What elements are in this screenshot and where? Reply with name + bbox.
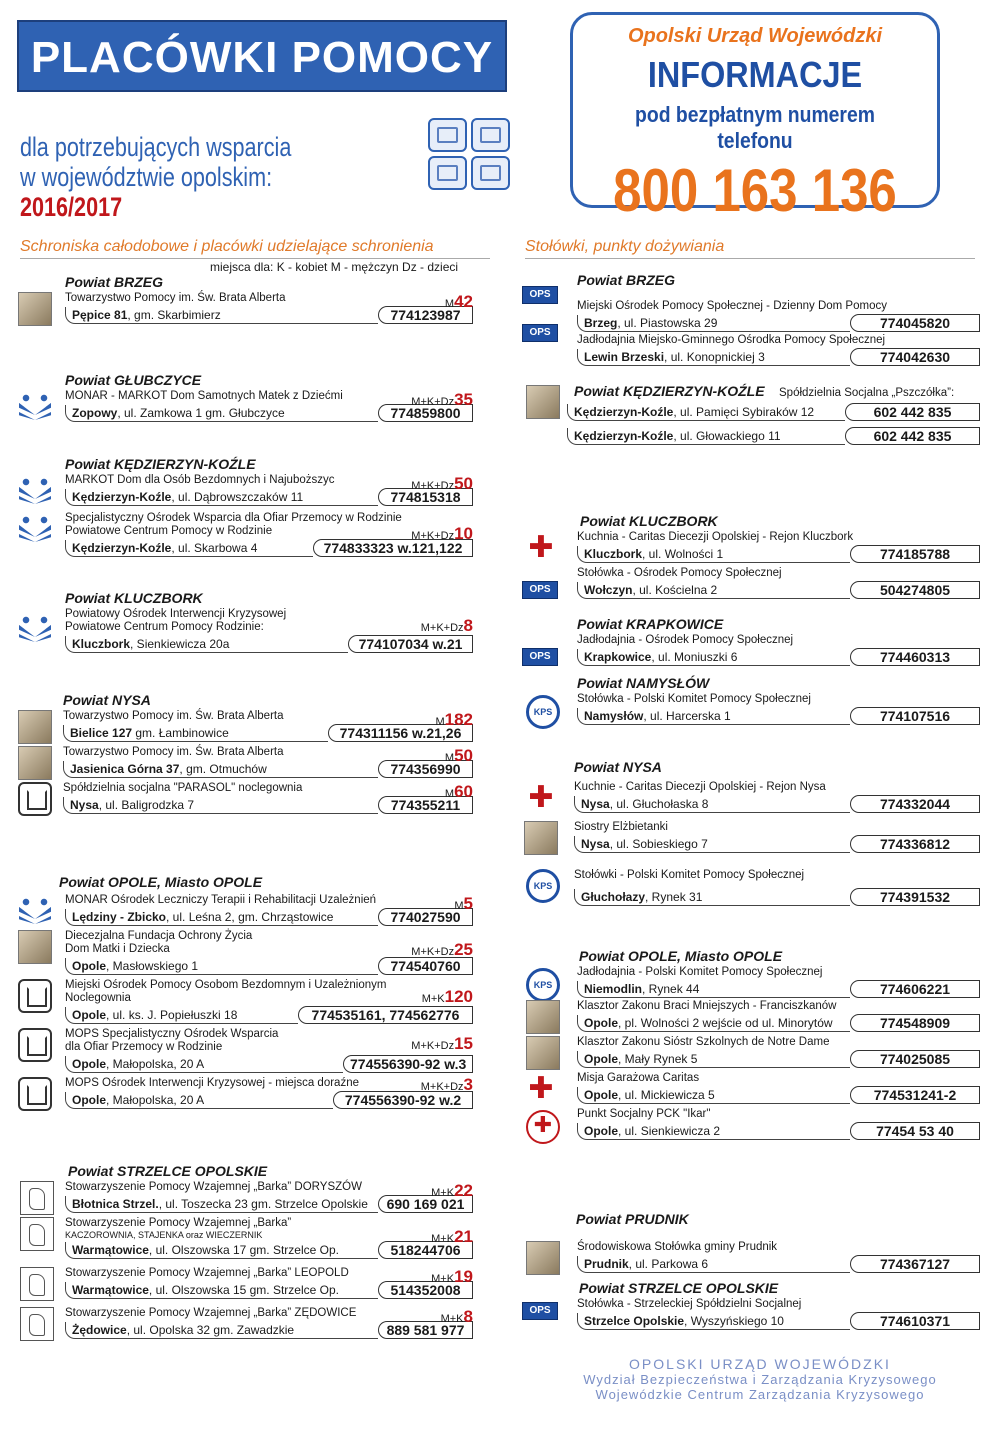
list-item [522,693,980,725]
powiat-title: Powiat KLUCZBORK [65,590,203,606]
list-item [18,710,473,742]
entry-address: Opole, ul. ks. J. Popiełuszki 18 [65,1007,298,1024]
entry-address: Warmątowice, ul. Olszowska 17 gm. Strzelce Op. [65,1242,378,1259]
powiat-title: Powiat GŁUBCZYCE [65,372,202,388]
entry-address: Opole, ul. Mickiewicza 5 [577,1087,850,1104]
powiat-title: Powiat STRZELCE OPOLSKIE [68,1163,268,1179]
capacity: M42 [444,292,473,311]
capacity: M+K+Dz3 [420,1075,473,1094]
subtitle-line-2: w województwie opolskim: [20,162,273,192]
ops-icon: OPS [522,1302,558,1320]
entry-desc-1: Stowarzyszenie Pomocy Wzajemnej „Barka” [65,1217,292,1229]
left-powiat-strzelce [18,1163,473,1339]
list-item [18,894,473,926]
entry-address: Nysa, ul. Sobieskiego 7 [574,836,850,853]
right-powiat-nysa [522,759,980,906]
capacity: M60 [444,782,473,801]
entry-address: Kluczbork, ul. Wolności 1 [577,546,850,563]
powiat-title: Powiat OPOLE, Miasto OPOLE [579,948,783,964]
info-box [570,12,940,224]
entry-phone[interactable]: 504274805 [850,581,980,599]
list-item [522,821,980,853]
entry-address: Opole, pl. Wolności 2 wejście od ul. Minorytów [577,1015,850,1032]
barka-icon [20,1181,54,1215]
capacity: M182 [435,710,473,729]
entry-desc-1: Powiatowy Ośrodek Interwencji Kryzysowej [65,608,287,620]
list-item [18,979,473,1024]
list-item [522,1241,980,1273]
entry-phone[interactable]: 774540760 [378,957,473,975]
entry-phone[interactable]: 514352008 [378,1281,473,1299]
capacity: M+K21 [431,1227,473,1246]
barka-icon [20,1307,54,1341]
entry-phone[interactable]: 774556390-92 w.2 [333,1091,473,1109]
footer [560,1357,960,1402]
barka-icon [20,1267,54,1301]
entry-phone[interactable]: 774556390-92 w.3 [343,1055,473,1073]
entry-desc: Jadłodajnia - Ośrodek Pomocy Społecznej [577,634,794,646]
entry-phone[interactable]: 774367127 [850,1255,980,1273]
entry-address: Opole, Małopolska, 20 A [65,1092,333,1109]
capacity: M+K22 [431,1181,473,1200]
right-powiat-prudnik [522,1211,980,1273]
entry-phone[interactable]: 774025085 [850,1050,980,1068]
list-item [522,966,980,998]
entry-phone[interactable]: 774548909 [850,1014,980,1032]
right-powiat-opole [522,948,980,1140]
capacity: M+K120 [421,987,473,1006]
nun-icon [524,821,558,855]
entry-address: Żędowice, ul. Opolska 32 gm. Zawadzkie [65,1322,378,1339]
entry-desc-1: Diecezjalna Fundacja Ochrony Życia [65,930,253,942]
entry-desc: Stołówka - Polski Komitet Pomocy Społecznej [577,693,811,705]
entry-phone[interactable]: 774185788 [850,545,980,563]
entry-address: Kędzierzyn-Koźle, ul. Głowackiego 11 [567,428,845,445]
entry-desc-2: Powiatowe Centrum Pomocy Rodzinie: [65,621,264,633]
footer-line-2: Wydział Bezpieczeństwa i Zarządzania Kryzysowego [583,1372,937,1387]
monar-icon [18,894,52,928]
caritas-icon: ✚ [528,780,554,815]
entry-desc-2: KACZOROWNIA, STAJENKA oraz WIECZERNIK [65,1230,263,1240]
entry-desc: Stowarzyszenie Pomocy Wzajemnej „Barka” LEOPOLD [65,1267,349,1279]
saint-albert-icon [18,930,52,964]
list-item [18,608,473,653]
list-item [18,512,473,557]
list-item [522,567,980,599]
entry-desc: Kuchnia - Caritas Diecezji Opolskiej - Rejon Kluczbork [577,531,854,543]
entry-desc: Klasztor Zakonu Sióstr Szkolnych de Notre Dame [577,1036,830,1048]
entry-phone[interactable]: 774460313 [850,648,980,666]
entry-desc: Towarzystwo Pomocy im. Św. Brata Alberta [65,292,286,304]
entry-phone[interactable]: 889 581 977 [378,1321,473,1339]
capacity: M+K+Dz50 [411,474,473,493]
entry-phone[interactable]: 774107516 [850,707,980,725]
shelter-house-icon [18,782,52,816]
list-item [18,1217,473,1259]
right-powiat-brzeg [522,272,980,366]
entry-phone[interactable]: 518244706 [378,1241,473,1259]
entry-phone[interactable]: 774332044 [850,795,980,813]
right-powiat-krapkowice [522,616,980,666]
left-powiat-opole [18,874,473,1109]
left-column-heading: Schroniska całodobowe i placówki udzielające schronienia [20,238,490,259]
powiat-title: Powiat KĘDZIERZYN-KOŹLE [65,456,256,472]
entry-desc: Siostry Elżbietanki [574,821,668,833]
powiat-title: Powiat KĘDZIERZYN-KOŹLE [574,383,765,399]
entry-desc: MOPS Ośrodek Interwencji Kryzysowej - miejsca doraźne [65,1077,359,1089]
caritas-icon: ✚ [528,530,554,565]
powiat-title: Powiat NYSA [63,692,151,708]
left-powiat-nysa [18,692,473,814]
entry-address: Błotnica Strzel., ul. Toszecka 23 gm. Strzelce Opolskie [65,1196,378,1213]
entry-address: Zopowy, ul. Zamkowa 1 gm. Głubczyce [65,405,378,422]
shelter-house-icon [18,1077,52,1111]
capacity: M+K+Dz25 [411,940,473,959]
powiat-title: Powiat NAMYSŁÓW [577,675,710,691]
saint-albert-icon [18,292,52,326]
left-powiat-glubczyce [18,372,473,422]
bed-icon [428,118,467,152]
entry-desc-2: Dom Matki i Dziecka [65,943,170,955]
entry-address: Brzeg, ul. Piastowska 29 [577,315,850,332]
list-item [522,327,980,366]
list-item [18,1028,473,1073]
entry-phone[interactable]: 602 442 835 [845,427,980,445]
entry-phone[interactable]: 77454 53 40 [850,1122,980,1140]
capacity: M+K+Dz8 [420,616,473,635]
info-org: Opolski Urząd Wojewódzki [627,25,883,47]
entry-address: Wołczyn, ul. Kościelna 2 [577,582,850,599]
list-item [18,930,473,975]
list-item [522,634,980,666]
powiat-title: Powiat KLUCZBORK [580,513,718,529]
entry-address: Warmątowice, ul. Olszowska 15 gm. Strzelce Op. [65,1282,378,1299]
list-item [522,427,980,445]
list-item [522,1000,980,1032]
right-powiat-strzelce [522,1280,980,1330]
entry-desc: Stołówka - Ośrodek Pomocy Społecznej [577,567,782,579]
shelter-house-icon [18,979,52,1013]
entry-desc: Stołówki - Polski Komitet Pomocy Społecznej [574,869,805,881]
entry-address: Bielice 127 gm. Łambinowice [63,725,328,742]
entry-desc: Stołówka - Strzeleckiej Spółdzielni Socjalnej [577,1298,802,1310]
entry-desc: MONAR - MARKOT Dom Samotnych Matek z Dziećmi [65,390,343,402]
caritas-icon: ✚ [528,1071,554,1106]
entry-address: Krapkowice, ul. Moniuszki 6 [577,649,850,666]
meal-icon [471,156,510,190]
powiat-title: Powiat KRAPKOWICE [577,616,724,632]
monar-icon [18,612,52,646]
entry-desc: Miejski Ośrodek Pomocy Społecznej - Dzienny Dom Pomocy [577,300,887,312]
monk-icon [526,1000,560,1034]
ops-icon: OPS [522,286,558,304]
entry-phone[interactable]: 774107034 w.21 [348,635,473,653]
powiat-title: Powiat PRUDNIK [576,1211,689,1227]
entry-phone[interactable]: 774610371 [850,1312,980,1330]
entry-phone[interactable]: 774606221 [850,980,980,998]
entry-desc: Kuchnie - Caritas Diecezji Opolskiej - Rejon Nysa [574,781,826,793]
saint-albert-icon [18,746,52,780]
category-icons [428,118,510,190]
list-item [522,1072,980,1104]
entry-address: Lędziny - Zbicko, ul. Leśna 2, gm. Chrząstowice [65,909,378,926]
entry-phone[interactable]: 774336812 [850,835,980,853]
entry-desc-1: Miejski Ośrodek Pomocy Osobom Bezdomnym i Uzależnionym [65,979,387,991]
list-item [522,781,980,813]
entry-desc-2: Noclegownia [65,992,131,1004]
list-item [18,782,473,814]
entry-address: Kędzierzyn-Koźle, ul. Pamięci Sybiraków 12 [567,404,845,421]
list-item [18,1181,473,1213]
right-powiat-namyslow [522,675,980,725]
entry-address: Kędzierzyn-Koźle, ul. Dąbrowszczaków 11 [65,489,378,506]
entry-desc-2: Powiatowe Centrum Pomocy w Rodzinie [65,525,273,537]
banner-title: PLACÓWKI POMOCY [17,20,507,92]
entry-desc-2: dla Ofiar Przemocy w Rodzinie [65,1041,223,1053]
entry-desc-1: MOPS Specjalistyczny Ośrodek Wsparcia [65,1028,279,1040]
entry-phone[interactable]: 774123987 [378,306,473,324]
entry-address: Jasienica Górna 37, gm. Otmuchów [63,761,378,778]
entry-address: Prudnik, ul. Parkowa 6 [577,1256,850,1273]
capacity: M5 [454,894,473,913]
entry-address: Nysa, ul. Baligrodzka 7 [63,797,378,814]
entry-address: Strzelce Opolskie, Wyszyńskiego 10 [577,1313,850,1330]
entry-desc: Stowarzyszenie Pomocy Wzajemnej „Barka” ZĘDOWICE [65,1307,357,1319]
capacity: M50 [444,746,473,765]
entry-desc: Towarzystwo Pomocy im. Św. Brata Alberta [63,746,284,758]
entry-phone[interactable]: 774859800 [378,404,473,422]
entry-address: Opole, Masłowskiego 1 [65,958,378,975]
info-line: pod bezpłatnym numerem telefonu [635,102,875,153]
entry-phone[interactable]: 774355211 [378,796,473,814]
nun-icon [526,1036,560,1070]
shelter-icon [428,156,467,190]
entry-desc: MARKOT Dom dla Osób Bezdomnych i Najuboższyc [65,474,335,486]
ops-icon: OPS [522,324,558,342]
entry-address: Opole, ul. Sienkiewicza 2 [577,1123,850,1140]
powiat-title: Powiat OPOLE, Miasto OPOLE [59,874,263,890]
list-item [18,1307,473,1339]
legend: miejsca dla: K - kobiet M - mężczyn Dz - dzieci [210,260,459,274]
shelter-house-icon [18,1028,52,1062]
entry-address: Namysłów, ul. Harcerska 1 [577,708,850,725]
footer-line-1: OPOLSKI URZĄD WOJEWÓDZKI [629,1356,891,1372]
entry-desc: Towarzystwo Pomocy im. Św. Brata Alberta [63,710,284,722]
list-item [522,403,980,421]
barka-icon [20,1217,54,1251]
monar-icon [18,474,52,508]
entry-desc: Spółdzielnia socjalna "PARASOL" noclegownia [63,782,303,794]
entry-phone[interactable]: 774535161, 774562776 [298,1006,473,1024]
list-item [18,746,473,778]
powiat-title: Powiat BRZEG [65,274,164,290]
list-item [522,531,980,563]
right-powiat-kluczbork [522,513,980,599]
entry-address: Niemodlin, Rynek 44 [577,981,850,998]
right-column-heading: Stołówki, punkty dożywiania [525,238,975,259]
capacity: M+K+Dz35 [411,390,473,409]
entry-address: Pępice 81, gm. Skarbimierz [65,307,378,324]
list-item [522,1298,980,1330]
list-item [18,1267,473,1299]
entry-desc: Klasztor Zakonu Braci Mniejszych - Franciszkanów [577,1000,837,1012]
ops-icon: OPS [522,648,558,666]
entry-phone[interactable]: 774042630 [850,348,980,366]
entry-address: Opole, Małopolska, 20 A [65,1056,343,1073]
info-phone[interactable]: 800 163 136 [613,157,897,224]
entry-phone[interactable]: 690 169 021 [378,1195,473,1213]
entry-desc: Jadłodajnia Miejsko-Gminnego Ośrodka Pomocy Społecznej [577,334,886,346]
red-cross-icon: ✚ [526,1110,560,1144]
entry-phone[interactable]: 774027590 [378,908,473,926]
entry-desc: Stowarzyszenie Pomocy Wzajemnej „Barka” DORYSZÓW [65,1181,362,1193]
entry-phone[interactable]: 774356990 [378,760,473,778]
list-item [522,869,980,906]
entry-phone[interactable]: 774045820 [850,314,980,332]
entry-phone[interactable]: 774391532 [850,888,980,906]
entry-desc-1: Specjalistyczny Ośrodek Wsparcia dla Ofiar Przemocy w Rodzinie [65,512,402,524]
capacity: M+K19 [431,1267,473,1286]
powiat-title: Powiat NYSA [574,759,662,775]
entry-phone[interactable]: 602 442 835 [845,403,980,421]
entry-desc: Jadłodajnia - Polski Komitet Pomocy Społecznej [577,966,823,978]
entry-desc: Misja Garażowa Caritas [577,1072,700,1084]
entry-address: Nysa, ul. Głuchołaska 8 [574,796,850,813]
right-powiat-kedzierzyn [522,383,980,445]
entry-address: Lewin Brzeski, ul. Konopnickiej 3 [577,349,850,366]
footer-line-3: Wojewódzkie Centrum Zarządzania Kryzysowego [595,1387,925,1402]
entry-phone[interactable]: 774815318 [378,488,473,506]
entry-address: Opole, Mały Rynek 5 [577,1051,850,1068]
list-item [18,292,473,324]
year-label: 2016/2017 [20,192,123,222]
left-powiat-brzeg [18,274,473,324]
monar-icon [18,512,52,546]
list-item [18,390,473,422]
left-powiat-kluczbork [18,590,473,653]
capacity: M+K+Dz10 [411,524,473,543]
entry-address: Kędzierzyn-Koźle, ul. Skarbowa 4 [65,540,313,557]
capacity: M+K+Dz15 [411,1034,473,1053]
list-item [522,1108,980,1140]
entry-address: Głuchołazy, Rynek 31 [574,889,850,906]
left-powiat-kedzierzyn [18,456,473,557]
info-title: INFORMACJE [647,54,863,95]
entry-phone[interactable]: 774531241-2 [850,1086,980,1104]
pkps-icon: KPS [526,869,560,903]
entry-desc: Środowiskowa Stołówka gminy Prudnik [577,1241,778,1253]
capacity: M+K8 [440,1307,473,1326]
list-item [522,1036,980,1068]
entry-address: Kluczbork, Sienkiewicza 20a [65,636,348,653]
cooperative-name: Spółdzielnia Socjalna „Pszczółka”: [779,387,955,399]
list-item [18,1077,473,1109]
saint-albert-icon [18,710,52,744]
powiat-title: Powiat STRZELCE OPOLSKIE [579,1280,779,1296]
pkps-icon: KPS [526,695,560,729]
list-item [522,289,980,332]
pkps-icon: KPS [526,968,560,1002]
ops-icon: OPS [522,581,558,599]
subtitle-line-1: dla potrzebujących wsparcia [20,132,292,162]
entry-phone[interactable]: 774311156 w.21,26 [328,724,473,742]
list-item [18,474,473,506]
powiat-title: Powiat BRZEG [577,272,676,288]
canteen-icon [526,1241,560,1275]
entry-desc: MONAR Ośrodek Leczniczy Terapii i Rehabilitacji Uzależnień [65,894,377,906]
entry-phone[interactable]: 774833323 w.121,122 [313,539,473,557]
subtitle [20,132,340,222]
entry-desc: Punkt Socjalny PCK "Ikar" [577,1108,711,1120]
shower-icon [471,118,510,152]
monar-icon [18,390,52,424]
